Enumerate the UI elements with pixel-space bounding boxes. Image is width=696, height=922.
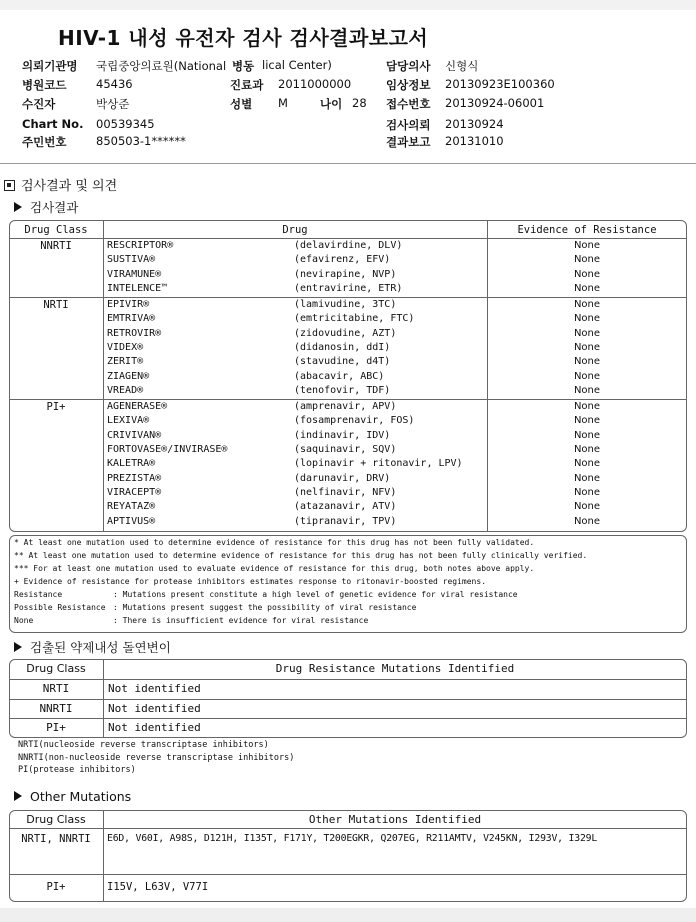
drug-generic-name: (zidovudine, AZT) xyxy=(294,327,397,339)
drug-generic-name: (saquinavir, SQV) xyxy=(294,443,397,455)
drug-generic-name: (tenofovir, TDF) xyxy=(294,385,391,396)
drug-brand-name: VIRACEPT® xyxy=(107,486,162,498)
row-separator xyxy=(9,699,687,700)
results-heading xyxy=(14,198,78,216)
drug-generic-name: (lamivudine, 3TC) xyxy=(294,298,397,310)
department-value: lical Center) xyxy=(262,58,332,72)
drug-generic-name: (delavirdine, DLV) xyxy=(294,240,403,251)
drug-generic-name: (nelfinavir, NFV) xyxy=(294,486,397,498)
drug-generic-name: (nevirapine, NVP) xyxy=(294,268,397,280)
drug-generic-name: (didanosin, ddI) xyxy=(294,341,391,353)
drug-class-cell: NNRTI xyxy=(40,240,72,252)
drug-generic-name: (darunavir, DRV) xyxy=(294,472,391,484)
department-label: 병동 xyxy=(232,59,255,73)
drug-brand-name: ZIAGEN® xyxy=(107,370,150,382)
drug-generic-name: (indinavir, IDV) xyxy=(294,429,391,441)
drug-class-cell: NRTI xyxy=(43,298,69,311)
row-separator xyxy=(9,679,687,680)
column-divider xyxy=(103,810,104,902)
resistance-evidence: None xyxy=(573,298,601,310)
report-date-label: 결과보고 xyxy=(386,135,431,149)
drug-brand-name: FORTOVASE®/INVIRASE® xyxy=(107,443,228,455)
definition-term: Possible Resistance xyxy=(14,603,106,612)
drug-brand-name: EPIVIR® xyxy=(107,298,150,310)
resistance-evidence: None xyxy=(573,370,601,382)
footnote: *** For at least one mutation used to evaluate evidence of resistance for this drug, both notes above apply. xyxy=(14,564,535,573)
resistance-evidence: None xyxy=(573,313,601,325)
institution-value: 국립중앙의료원(National xyxy=(96,59,227,73)
drug-brand-name: KALETRA® xyxy=(107,458,156,470)
other-mutations-result: E6D, V60I, A98S, D121H, I135T, F171Y, T200EGKR, Q207EG, R211AMTV, V245KN, I293V, I329L xyxy=(107,833,598,844)
drug-brand-name: APTIVUS® xyxy=(107,515,156,527)
sex-label: 성별 xyxy=(230,97,253,111)
triangle-bullet-icon xyxy=(14,202,22,212)
drug-brand-name: LEXIVA® xyxy=(107,415,150,427)
drug-brand-name: AGENERASE® xyxy=(107,400,168,412)
column-divider xyxy=(103,220,104,532)
footnote: ** At least one mutation used to determine evidence of resistance for this drug has not been fully clinically verified. xyxy=(14,551,588,560)
column-header-other-mutations: Other Mutations Identified xyxy=(308,813,482,826)
chart-no-value: 00539345 xyxy=(96,117,155,131)
drug-brand-name: INTELENCE™ xyxy=(107,283,168,295)
square-bullet-icon xyxy=(4,180,15,191)
resistance-evidence: None xyxy=(573,501,601,513)
hospital-code-value: 45436 xyxy=(96,77,133,91)
drug-generic-name: (atazanavir, ATV) xyxy=(294,501,397,513)
mutation-result: Not identified xyxy=(108,721,201,735)
page-bottom-margin xyxy=(0,908,696,922)
drug-brand-name: VIDEX® xyxy=(107,341,144,353)
drug-generic-name: (amprenavir, APV) xyxy=(294,400,397,412)
doctor-label: 담당의사 xyxy=(386,59,431,73)
other-mutations-result: I15V, L63V, V77I xyxy=(107,881,209,893)
drug-brand-name: REYATAZ® xyxy=(107,501,156,513)
results-opinion-heading xyxy=(4,175,117,194)
mutation-result: Not identified xyxy=(108,701,201,715)
column-header-mutations: Drug Resistance Mutations Identified xyxy=(275,662,515,675)
receipt-label: 접수번호 xyxy=(386,97,431,111)
resistance-evidence: None xyxy=(573,356,601,368)
resistance-evidence: None xyxy=(573,385,601,396)
drug-class-cell: PI+ xyxy=(46,721,66,735)
drug-brand-name: VIRAMUNE® xyxy=(107,268,162,280)
header-separator xyxy=(9,828,687,829)
other-mutations-text: Other Mutations xyxy=(30,789,132,804)
report-date-value: 20131010 xyxy=(445,134,504,148)
drug-brand-name: RETROVIR® xyxy=(107,327,162,339)
resistance-evidence: None xyxy=(573,341,601,353)
drug-brand-name: ZERIT® xyxy=(107,356,144,368)
definition-term: Resistance xyxy=(14,590,63,599)
resistance-evidence: None xyxy=(573,254,601,266)
resistance-evidence: None xyxy=(573,240,601,251)
resistance-evidence: None xyxy=(573,268,601,280)
definition-text: : There is insufficient evidence for viral resistance xyxy=(113,616,369,625)
row-separator xyxy=(9,718,687,719)
id-number-label: 주민번호 xyxy=(22,135,67,149)
definition-text: : Mutations present constitute a high level of genetic evidence for viral resistance xyxy=(113,590,518,599)
triangle-bullet-icon xyxy=(14,642,22,652)
clinical-info-value: 20130923E100360 xyxy=(445,77,555,91)
drug-generic-name: (abacavir, ABC) xyxy=(294,370,385,382)
drug-brand-name: SUSTIVA® xyxy=(107,254,156,266)
institution-label: 의뢰기관명 xyxy=(22,59,78,73)
resistance-evidence: None xyxy=(573,515,601,527)
results-text: 검사결과 xyxy=(30,200,79,215)
row-separator xyxy=(9,874,687,875)
drug-brand-name: CRIVIVAN® xyxy=(107,429,162,441)
chart-no-label: Chart No. xyxy=(22,117,84,131)
abbreviation-note: PI(protease inhibitors) xyxy=(18,765,136,775)
drug-generic-name: (lopinavir + ritonavir, LPV) xyxy=(294,458,463,470)
drug-generic-name: (entravirine, ETR) xyxy=(294,283,403,295)
drug-generic-name: (emtricitabine, FTC) xyxy=(294,313,415,325)
drug-brand-name: RESCRIPTOR® xyxy=(107,240,174,251)
column-header-drug-class: Drug Class xyxy=(26,813,86,826)
drug-class-cell: PI+ xyxy=(46,881,66,893)
abbreviation-note: NRTI(nucleoside reverse transcriptase inhibitors) xyxy=(18,740,269,750)
clinic-value: 2011000000 xyxy=(278,77,352,91)
id-number-value: 850503-1****** xyxy=(96,134,186,148)
footnote: * At least one mutation used to determine evidence of resistance for this drug has not been fully validated. xyxy=(14,538,535,547)
clinic-label: 진료과 xyxy=(230,78,264,92)
report-title: HIV-1 내성 유전자 검사 검사결과보고서 xyxy=(58,26,429,50)
drug-class-cell: NRTI xyxy=(42,682,70,695)
drug-brand-name: VREAD® xyxy=(107,385,144,396)
column-header-drug-class: Drug Class xyxy=(24,224,88,236)
column-header-drug-class: Drug Class xyxy=(26,662,86,675)
drug-brand-name: EMTRIVA® xyxy=(107,313,156,325)
drug-generic-name: (efavirenz, EFV) xyxy=(294,254,391,266)
resistance-evidence: None xyxy=(573,283,601,295)
definition-text: : Mutations present suggest the possibility of viral resistance xyxy=(113,603,417,612)
header-divider xyxy=(0,163,696,164)
drug-class-cell: NNRTI xyxy=(39,701,73,715)
detected-mutations-text: 검출된 약제내성 돌연변이 xyxy=(30,640,171,655)
patient-value: 박상준 xyxy=(96,97,130,111)
drug-generic-name: (tipranavir, TPV) xyxy=(294,515,397,527)
doctor-value: 신형식 xyxy=(445,59,479,73)
age-label: 나이 xyxy=(320,97,343,111)
hospital-code-label: 병원코드 xyxy=(22,78,67,92)
other-mutations-heading xyxy=(14,789,131,804)
column-header-drug: Drug xyxy=(282,224,308,236)
request-date-label: 검사의뢰 xyxy=(386,118,431,132)
results-opinion-text: 검사결과 및 의견 xyxy=(21,179,118,194)
clinical-info-label: 임상정보 xyxy=(386,78,431,92)
mutation-result: Not identified xyxy=(108,682,201,695)
resistance-evidence: None xyxy=(573,443,601,455)
patient-label: 수진자 xyxy=(22,97,56,111)
page-top-margin xyxy=(0,0,696,10)
resistance-evidence: None xyxy=(573,486,601,498)
definition-term: None xyxy=(14,616,34,625)
detected-mutations-heading xyxy=(14,638,171,656)
abbreviation-note: NNRTI(non-nucleoside reverse transcriptase inhibitors) xyxy=(18,752,295,763)
resistance-evidence: None xyxy=(573,327,601,339)
resistance-evidence: None xyxy=(573,458,601,470)
age-value: 28 xyxy=(352,96,367,110)
drug-generic-name: (fosamprenavir, FOS) xyxy=(294,415,415,427)
resistance-evidence: None xyxy=(573,429,601,441)
footnote: + Evidence of resistance for protease inhibitors estimates response to ritonavir-boosted regimens. xyxy=(14,577,487,586)
drug-generic-name: (stavudine, d4T) xyxy=(294,356,391,368)
drug-class-cell: PI+ xyxy=(46,400,66,413)
drug-class-cell: NRTI, NNRTI xyxy=(21,833,91,845)
receipt-value: 20130924-06001 xyxy=(445,96,545,110)
resistance-evidence: None xyxy=(573,472,601,484)
resistance-evidence: None xyxy=(573,400,601,412)
sex-value: M xyxy=(278,96,288,110)
triangle-bullet-icon xyxy=(14,791,22,801)
column-header-evidence: Evidence of Resistance xyxy=(517,224,657,236)
request-date-value: 20130924 xyxy=(445,117,504,131)
resistance-evidence: None xyxy=(573,415,601,427)
drug-brand-name: PREZISTA® xyxy=(107,472,162,484)
